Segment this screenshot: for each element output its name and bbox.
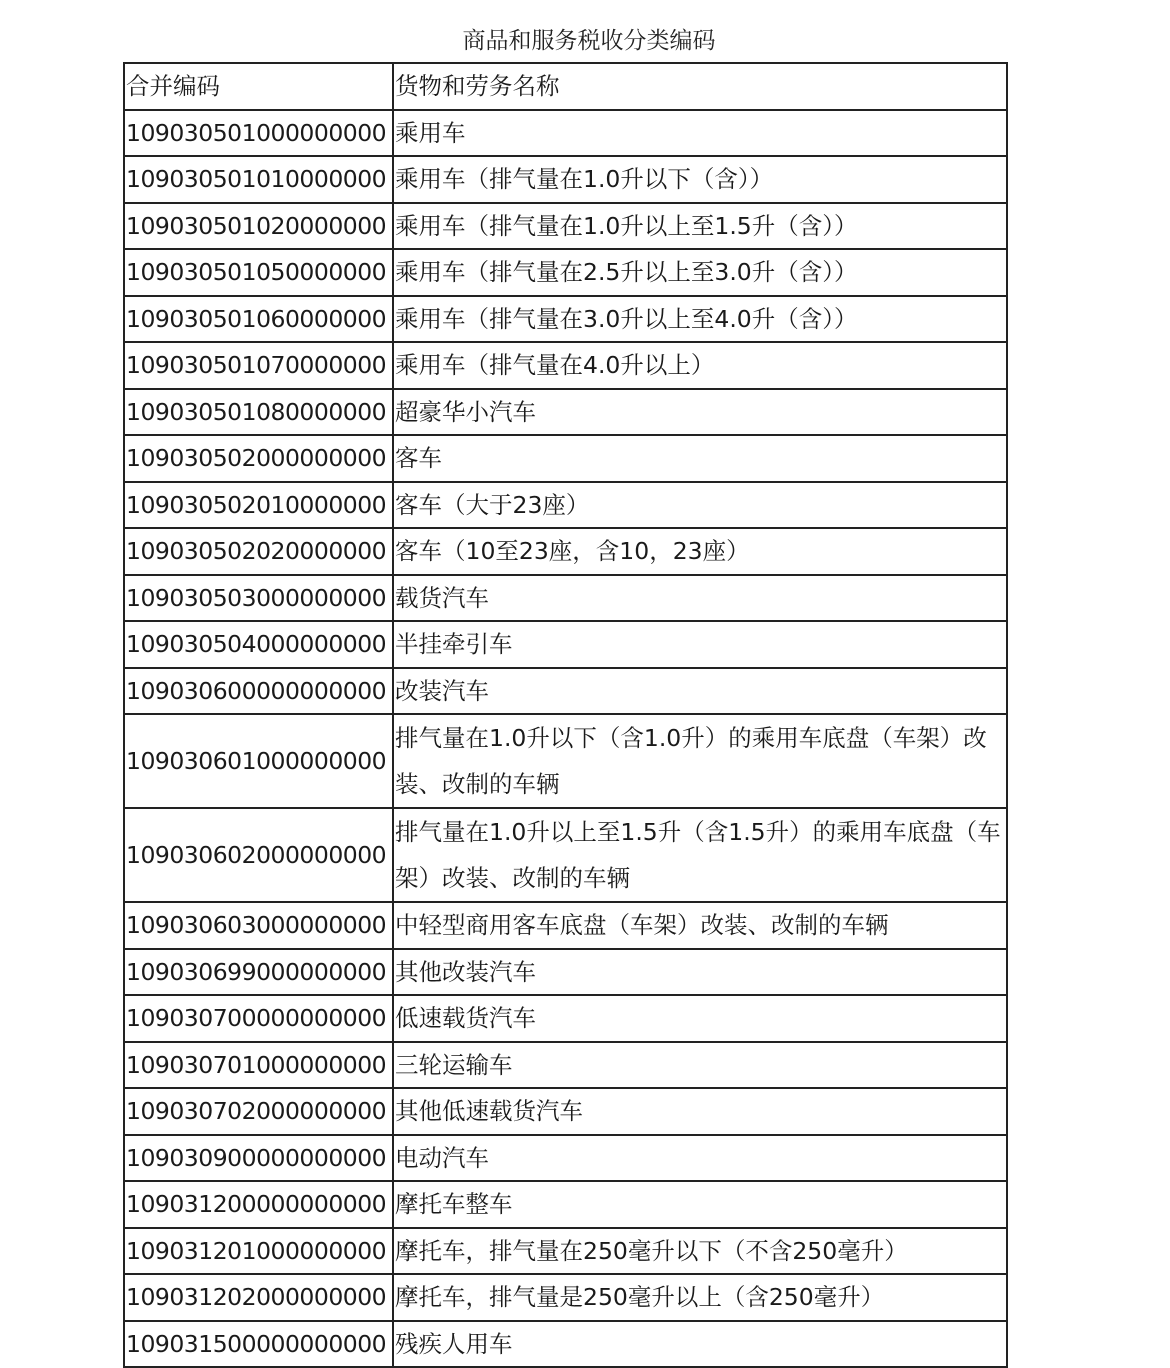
- code-cell: 109030504000000000: [124, 621, 393, 668]
- code-cell: 109030602000000000: [124, 808, 393, 902]
- name-cell: 乘用车（排气量在4.0升以上）: [393, 342, 1007, 389]
- code-cell: 109030502010000000: [124, 482, 393, 529]
- header-code: 合并编码: [124, 63, 393, 110]
- name-cell: 客车: [393, 435, 1007, 482]
- name-cell: 半挂牵引车: [393, 621, 1007, 668]
- name-cell: 摩托车整车: [393, 1181, 1007, 1228]
- code-cell: 109030501070000000: [124, 342, 393, 389]
- header-name: 货物和劳务名称: [393, 63, 1007, 110]
- code-cell: 109030501010000000: [124, 156, 393, 203]
- table-row: [124, 575, 1007, 622]
- code-cell: 109031500000000000: [124, 1321, 393, 1368]
- code-cell: 109030501060000000: [124, 296, 393, 343]
- table-row: [124, 714, 1007, 808]
- name-cell: 残疾人用车: [393, 1321, 1007, 1368]
- header-row: [124, 63, 1007, 110]
- name-cell: 乘用车（排气量在2.5升以上至3.0升（含））: [393, 249, 1007, 296]
- code-cell: 109030501080000000: [124, 389, 393, 436]
- table-row: [124, 668, 1007, 715]
- name-cell: 低速载货汽车: [393, 995, 1007, 1042]
- name-cell: 客车（10至23座，含10，23座）: [393, 528, 1007, 575]
- code-cell: 109030501000000000: [124, 110, 393, 157]
- table-row: [124, 296, 1007, 343]
- table-row: [124, 528, 1007, 575]
- table-row: [124, 342, 1007, 389]
- table-row: [124, 203, 1007, 250]
- table-row: [124, 1274, 1007, 1321]
- name-cell: 改装汽车: [393, 668, 1007, 715]
- name-cell: 乘用车（排气量在3.0升以上至4.0升（含））: [393, 296, 1007, 343]
- name-cell: 乘用车: [393, 110, 1007, 157]
- name-cell: 乘用车（排气量在1.0升以下（含））: [393, 156, 1007, 203]
- name-cell: 电动汽车: [393, 1135, 1007, 1182]
- code-cell: 109031202000000000: [124, 1274, 393, 1321]
- name-cell: 其他改装汽车: [393, 949, 1007, 996]
- code-cell: 109030600000000000: [124, 668, 393, 715]
- name-cell: 排气量在1.0升以下（含1.0升）的乘用车底盘（车架）改装、改制的车辆: [393, 714, 1007, 808]
- code-cell: 109030501020000000: [124, 203, 393, 250]
- table-row: [124, 110, 1007, 157]
- code-cell: 109030702000000000: [124, 1088, 393, 1135]
- name-cell: 其他低速载货汽车: [393, 1088, 1007, 1135]
- table-row: [124, 156, 1007, 203]
- name-cell: 摩托车，排气量是250毫升以上（含250毫升）: [393, 1274, 1007, 1321]
- code-cell: 109030503000000000: [124, 575, 393, 622]
- code-cell: 109030699000000000: [124, 949, 393, 996]
- table-row: [124, 1181, 1007, 1228]
- name-cell: 载货汽车: [393, 575, 1007, 622]
- table-row: [124, 808, 1007, 902]
- code-cell: 109030502000000000: [124, 435, 393, 482]
- table-row: [124, 1088, 1007, 1135]
- table-header: [124, 63, 1007, 110]
- table-row: [124, 621, 1007, 668]
- table-row: [124, 902, 1007, 949]
- table-row: [124, 389, 1007, 436]
- code-cell: 109030701000000000: [124, 1042, 393, 1089]
- name-cell: 三轮运输车: [393, 1042, 1007, 1089]
- table-body: [124, 110, 1007, 1368]
- table-row: [124, 995, 1007, 1042]
- code-cell: 109030700000000000: [124, 995, 393, 1042]
- name-cell: 超豪华小汽车: [393, 389, 1007, 436]
- code-cell: 109030603000000000: [124, 902, 393, 949]
- name-cell: 乘用车（排气量在1.0升以上至1.5升（含））: [393, 203, 1007, 250]
- code-cell: 109031200000000000: [124, 1181, 393, 1228]
- code-cell: 109030601000000000: [124, 714, 393, 808]
- code-cell: 109030502020000000: [124, 528, 393, 575]
- table-row: [124, 1228, 1007, 1275]
- table-row: [124, 482, 1007, 529]
- table-row: [124, 1321, 1007, 1368]
- table-row: [124, 1042, 1007, 1089]
- table-row: [124, 249, 1007, 296]
- code-cell: 109031201000000000: [124, 1228, 393, 1275]
- name-cell: 中轻型商用客车底盘（车架）改装、改制的车辆: [393, 902, 1007, 949]
- table-row: [124, 949, 1007, 996]
- name-cell: 客车（大于23座）: [393, 482, 1007, 529]
- table-row: [124, 435, 1007, 482]
- name-cell: 摩托车，排气量在250毫升以下（不含250毫升）: [393, 1228, 1007, 1275]
- table-row: [124, 1135, 1007, 1182]
- name-cell: 排气量在1.0升以上至1.5升（含1.5升）的乘用车底盘（车架）改装、改制的车辆: [393, 808, 1007, 902]
- tax-code-table: [123, 62, 1008, 1368]
- document-title: 商品和服务税收分类编码: [462, 28, 716, 54]
- code-cell: 109030900000000000: [124, 1135, 393, 1182]
- code-cell: 109030501050000000: [124, 249, 393, 296]
